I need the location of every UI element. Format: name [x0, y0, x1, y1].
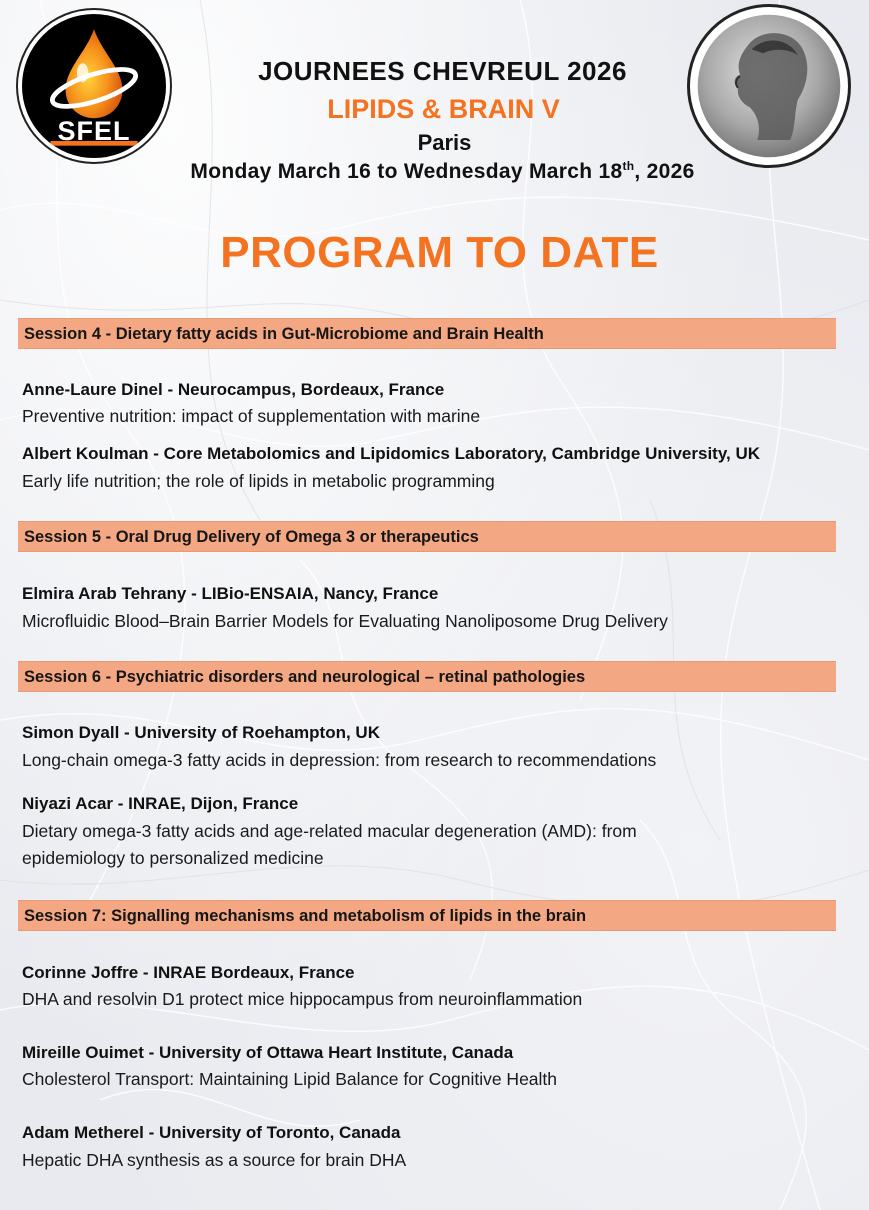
speaker-name: Simon Dyall - University of Roehampton, UK: [22, 723, 380, 742]
event-subtitle: LIPIDS & BRAIN V: [327, 94, 560, 124]
talk-title: Dietary omega-3 fatty acids and age-related macular degeneration (AMD): from: [22, 821, 637, 841]
program-title: PROGRAM TO DATE: [220, 228, 659, 277]
speaker-name: Adam Metherel - University of Toronto, Canada: [22, 1123, 401, 1142]
event-dates-suffix: th: [622, 159, 635, 173]
speaker-name: Niyazi Acar - INRAE, Dijon, France: [22, 794, 299, 813]
session-4-header: Session 4 - Dietary fatty acids in Gut-Microbiome and Brain Health: [18, 318, 836, 349]
talk-title: Early life nutrition; the role of lipids in metabolic programming: [22, 471, 495, 491]
talk-title: DHA and resolvin D1 protect mice hippocampus from neuroinflammation: [22, 989, 583, 1009]
talk-title: Long-chain omega-3 fatty acids in depression: from research to recommendations: [22, 750, 657, 770]
event-dates-year: , 2026: [634, 160, 695, 183]
speaker-name: Corinne Joffre - INRAE Bordeaux, France: [22, 963, 355, 982]
speaker-name: Anne-Laure Dinel - Neurocampus, Bordeaux, France: [22, 380, 445, 399]
session-5-header: Session 5 - Oral Drug Delivery of Omega 3 or therapeutics: [18, 521, 836, 552]
talk-title-continued: epidemiology to personalized medicine: [22, 848, 324, 868]
event-dates-main: Monday March 16 to Wednesday March 18: [190, 160, 623, 183]
event-title: JOURNEES CHEVREUL 2026: [258, 56, 627, 86]
talk-title: Preventive nutrition: impact of supplementation with marine: [22, 406, 481, 426]
talk-title: Cholesterol Transport: Maintaining Lipid Balance for Cognitive Health: [22, 1069, 558, 1089]
speaker-name: Albert Koulman - Core Metabolomics and Lipidomics Laboratory, Cambridge University, UK: [22, 444, 761, 463]
talk-title: Hepatic DHA synthesis as a source for brain DHA: [22, 1150, 407, 1170]
speaker-name: Elmira Arab Tehrany - LIBio-ENSAIA, Nancy, France: [22, 584, 439, 603]
event-city: Paris: [417, 130, 472, 155]
logo-text: SFEL: [57, 116, 131, 146]
speaker-name: Mireille Ouimet - University of Ottawa Heart Institute, Canada: [22, 1043, 514, 1062]
session-7-header: Session 7: Signalling mechanisms and metabolism of lipids in the brain: [18, 900, 836, 931]
event-dates: [0, 160, 869, 184]
session-6-header: Session 6 - Psychiatric disorders and neurological – retinal pathologies: [18, 661, 836, 692]
talk-title: Microfluidic Blood–Brain Barrier Models for Evaluating Nanoliposome Drug Delivery: [22, 611, 668, 631]
